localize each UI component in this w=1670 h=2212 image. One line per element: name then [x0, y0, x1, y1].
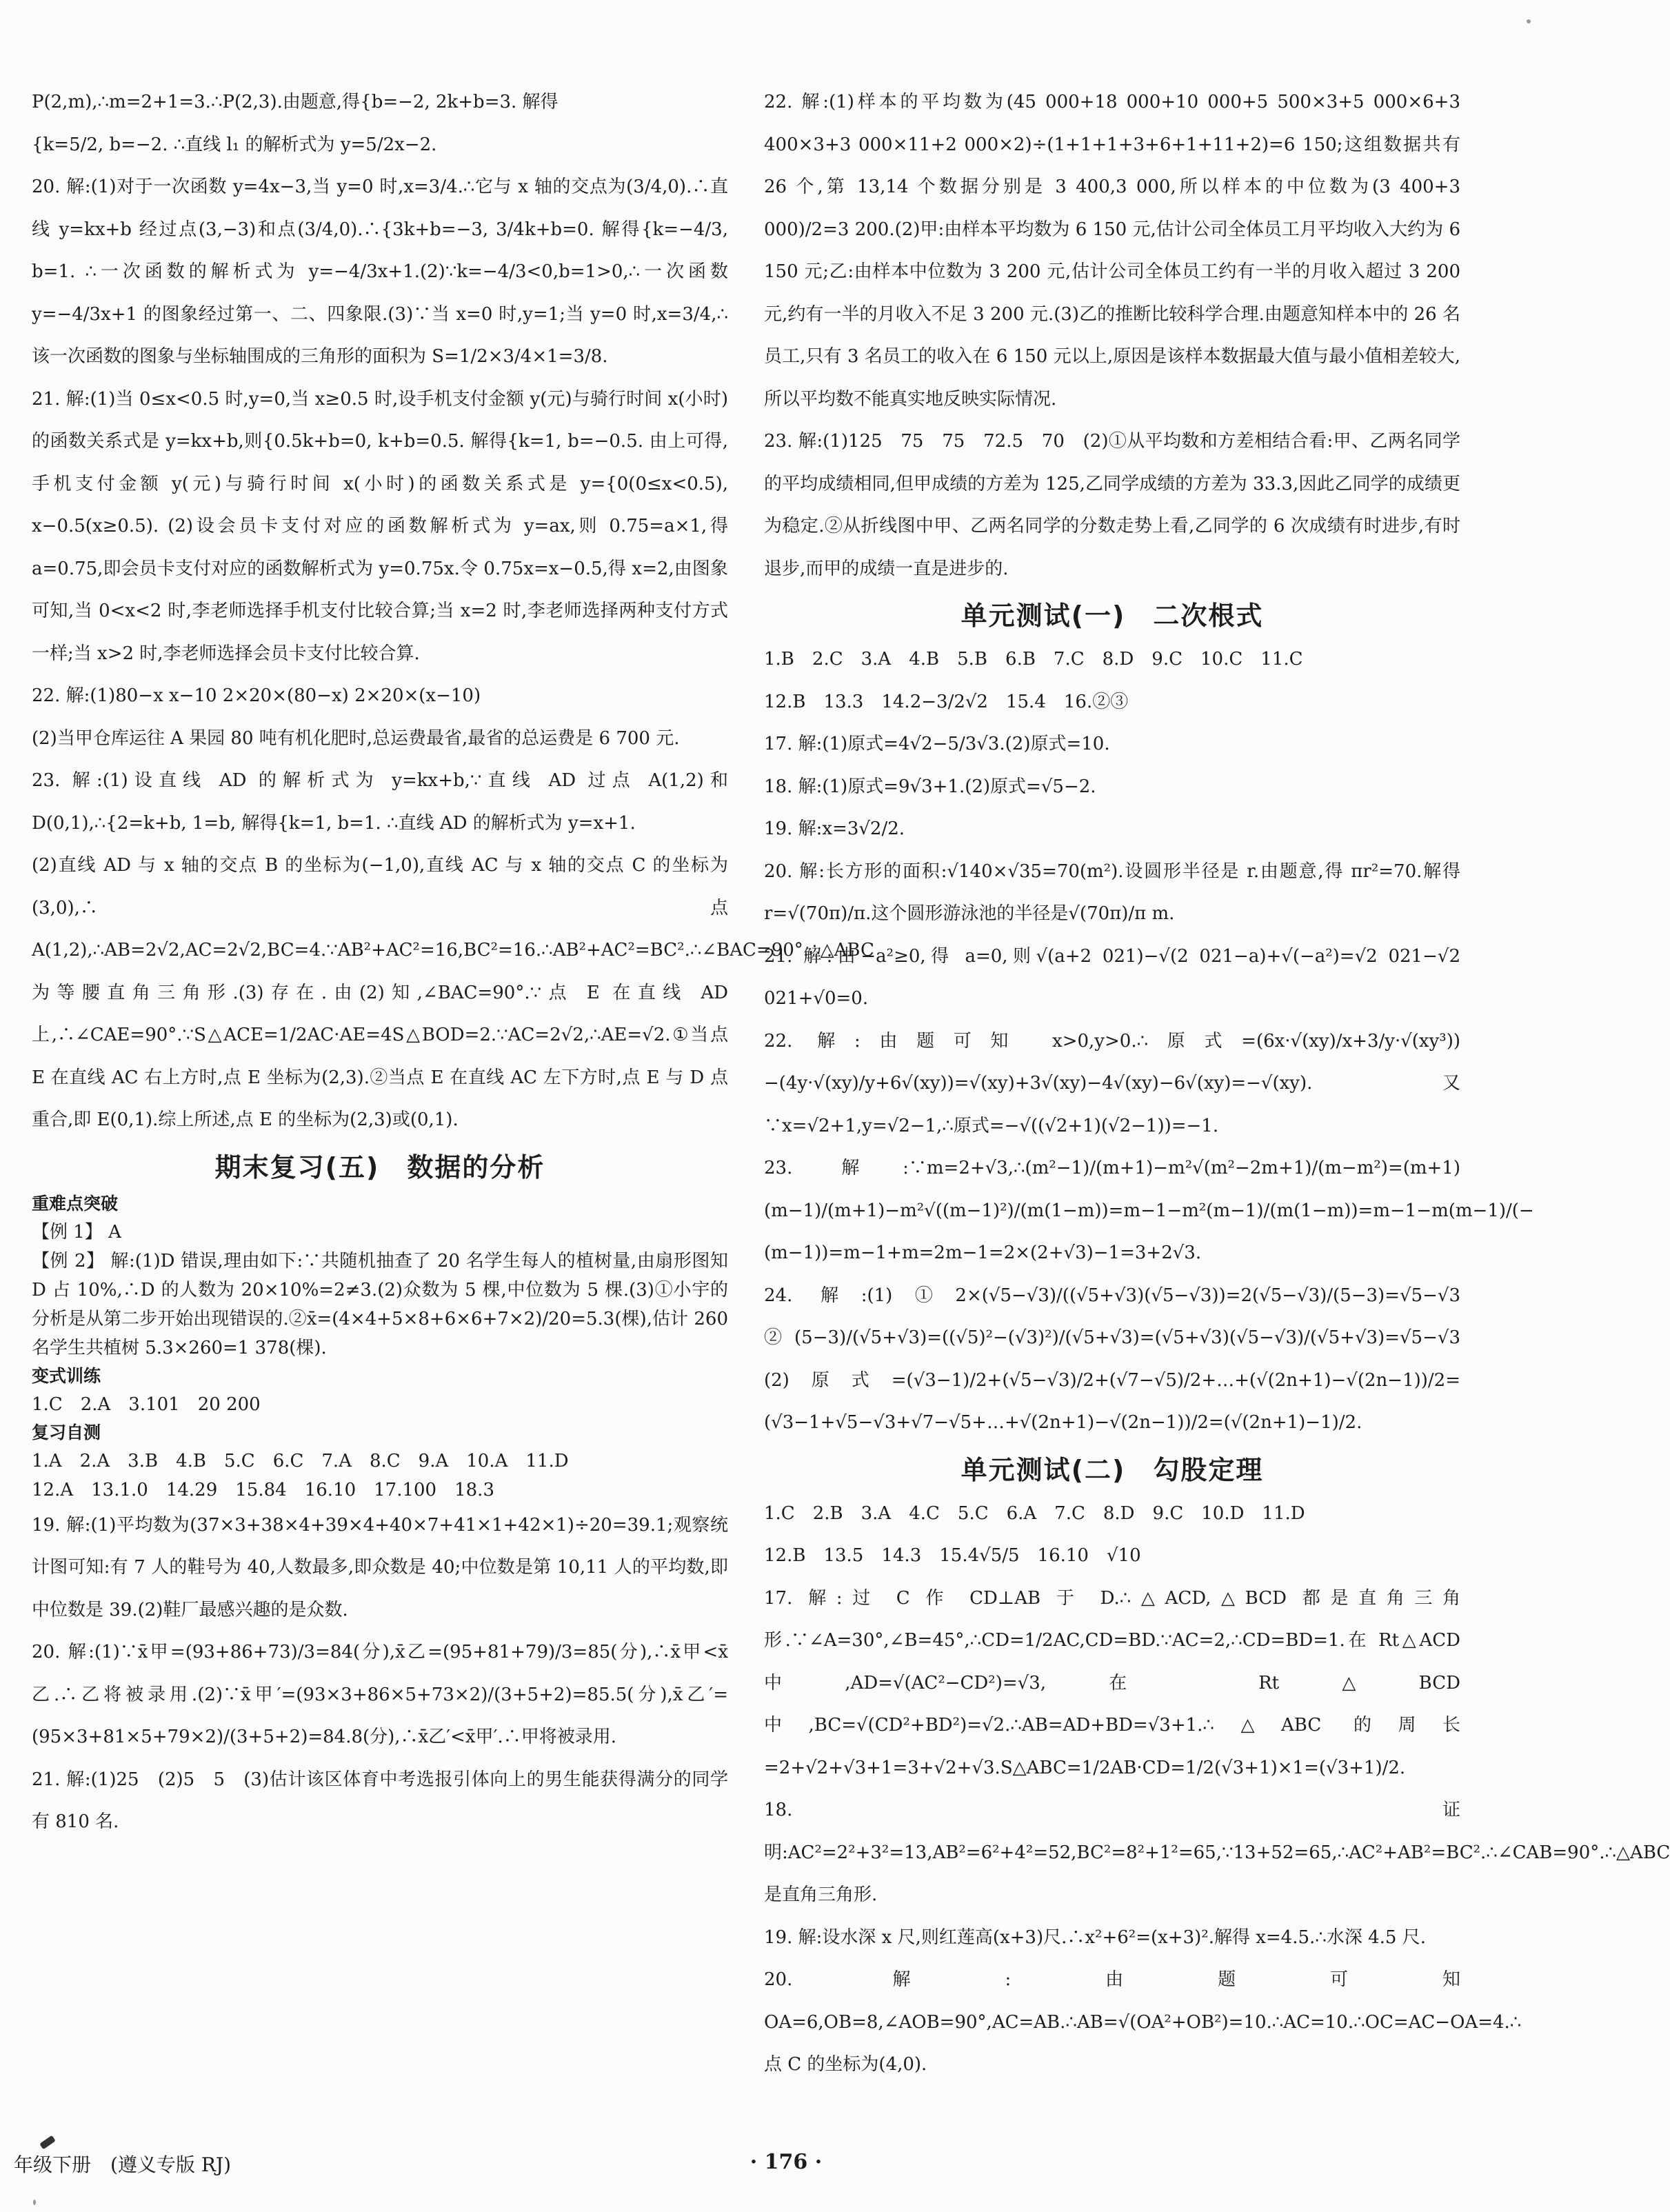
subsection-title: 复习自测: [32, 1422, 101, 1442]
answer-paragraph: 21. 解:(1)当 0≤x<0.5 时,y=0,当 x≥0.5 时,设手机支付金额 y(元)与骑行时间 x(小时)的函数关系式是 y=kx+b,则{0.5k+b=0, k+b=0.5. 解得{k=1, b=−0.5. 由上可得,手机支付金额 y(元)与骑行时间 x(小时)的函数关系式是 y={0(0≤x<0.5), x−0.5(x≥0.5). (2)设会员卡支付对应的函数解析式为 y=ax,则 0.75=a×1,得 a=0.75,即会员卡支付对应的函数解析式为 y=0.75x.令 0.75x=x−0.5,得 x=2,由图象可知,当 0<x<2 时,李老师选择手机支付比较合算;当 x=2 时,李老师选择两种支付方式一样;当 x>2 时,李老师选择会员卡支付比较合算.: [32, 388, 728, 664]
answer-paragraph: 19. 解:x=3√2/2.: [764, 818, 905, 839]
right-column: [764, 81, 1670, 2087]
section-title: 单元测试(一) 二次根式: [960, 601, 1264, 631]
subsection-title: 变式训练: [32, 1365, 101, 1386]
answer-paragraph: 1.C 2.B 3.A 4.C 5.C 6.A 7.C 8.D 9.C 10.D 11.D: [764, 1502, 1305, 1524]
answer-paragraph: 12.B 13.3 14.2−3/2√2 15.4 16.②③: [764, 691, 1129, 712]
answer-paragraph: 1.A 2.A 3.B 4.B 5.C 6.C 7.A 8.C 9.A 10.A 11.D: [32, 1450, 569, 1471]
section-title: 单元测试(二) 勾股定理: [960, 1454, 1264, 1485]
scan-speck: [1527, 19, 1531, 23]
answer-paragraph: 17. 解:过 C 作 CD⊥AB 于 D.∴△ACD,△BCD 都是直角三角形.∵∠A=30°,∠B=45°,∴CD=1/2AC,CD=BD.∵AC=2,∴CD=BD=1.在 Rt△ACD 中,AD=√(AC²−CD²)=√3,在 Rt△BCD 中,BC=√(CD²+BD²)=√2.∴AB=AD+BD=√3+1.∴△ABC 的周长=2+√2+√3+1=3+√2+√3.S△ABC=1/2AB·CD=1/2(√3+1)×1=(√3+1)/2.: [764, 1587, 1460, 1778]
answer-paragraph: 17. 解:(1)原式=4√2−5/3√3.(2)原式=10.: [764, 734, 1110, 754]
section-title: 期末复习(五) 数据的分析: [214, 1152, 545, 1183]
subsection-title: 重难点突破: [32, 1193, 119, 1214]
answer-paragraph: 19. 解:(1)平均数为(37×3+38×4+39×4+40×7+41×1+42×1)÷20=39.1;观察统计图可知:有 7 人的鞋号为 40,人数最多,即众数是 40;中位数是第 10,11 人的平均数,即中位数是 39.(2)鞋厂最感兴趣的是众数.: [32, 1514, 728, 1620]
answer-paragraph: {k=5/2, b=−2. ∴直线 l₁ 的解析式为 y=5/2x−2.: [32, 134, 437, 155]
answer-paragraph: 23. 解:∵m=2+√3,∴(m²−1)/(m+1)−m²√(m²−2m+1)/(m−m²)=(m+1)(m−1)/(m+1)−m²√((m−1)²)/(m(1−m))=m−1−m²(m−1)/(m(1−m))=m−1−m(m−1)/(−(m−1))=m−1+m=2m−1=2×(2+√3)−1=3+2√3.: [764, 1158, 1534, 1263]
page-number: · 176 ·: [750, 2150, 823, 2174]
footer-grade: 年级下册 (遵义专版 RJ): [14, 2153, 232, 2176]
answer-paragraph: 19. 解:设水深 x 尺,则红莲高(x+3)尺.∴x²+6²=(x+3)².解得 x=4.5.∴水深 4.5 尺.: [764, 1927, 1426, 1948]
answer-paragraph: 12.A 13.1.0 14.29 15.84 16.10 17.100 18.3: [32, 1479, 494, 1500]
answer-paragraph: 1.C 2.A 3.101 20 200: [32, 1394, 261, 1415]
answer-paragraph: 23. 解:(1)设直线 AD 的解析式为 y=kx+b,∵直线 AD 过点 A(1,2)和 D(0,1),∴{2=k+b, 1=b, 解得{k=1, b=1. ∴直线 AD 的解析式为 y=x+1.: [32, 770, 728, 834]
scan-speck: [33, 2200, 36, 2205]
answer-paragraph: 22. 解:(1)80−x x−10 2×20×(80−x) 2×20×(x−10): [32, 685, 481, 706]
answer-paragraph: 24. 解:(1)①2×(√5−√3)/((√5+√3)(√5−√3))=2(√5−√3)/(5−3)=√5−√3 ②(5−3)/(√5+√3)=((√5)²−(√3)²)/(√5+√3)=(√5+√3)(√5−√3)/(√5+√3)=√5−√3 (2)原式=(√3−1)/2+(√5−√3)/2+(√7−√5)/2+…+(√(2n+1)−√(2n−1))/2=(√3−1+√5−√3+√7−√5+…+√(2n+1)−√(2n−1))/2=(√(2n+1)−1)/2.: [764, 1285, 1479, 1433]
answer-paragraph: 12.B 13.5 14.3 15.4√5/5 16.10 √10: [764, 1545, 1141, 1566]
answer-paragraph: 18. 解:(1)原式=9√3+1.(2)原式=√5−2.: [764, 776, 1096, 797]
answer-paragraph: 23. 解:(1)125 75 75 72.5 70 (2)①从平均数和方差相结合看:甲、乙两名同学的平均成绩相同,但甲成绩的方差为 125,乙同学成绩的方差为 33.3,因此乙同学的成绩更为稳定.②从折线图中甲、乙两名同学的分数走势上看,乙同学的 6 次成绩有时进步,有时退步,而甲的成绩一直是进步的.: [764, 431, 1460, 579]
answer-paragraph: 21. 解:(1)25 (2)5 5 (3)估计该区体育中考选报引体向上的男生能获得满分的同学有 810 名.: [32, 1769, 728, 1832]
answer-paragraph: 20. 解:由题可知 OA=6,OB=8,∠AOB=90°,AC=AB.∴AB=√(OA²+OB²)=10.∴AC=10.∴OC=AC−OA=4.∴点 C 的坐标为(4,0).: [764, 1969, 1522, 2075]
answer-paragraph: 20. 解:(1)∵x̄甲=(93+86+73)/3=84(分),x̄乙=(95+81+79)/3=85(分),∴x̄甲<x̄乙.∴乙将被录用.(2)∵x̄甲′=(93×3+86×5+73×2)/(3+5+2)=85.5(分),x̄乙′=(95×3+81×5+79×2)/(3+5+2)=84.8(分),∴x̄乙′<x̄甲′.∴甲将被录用.: [32, 1642, 728, 1747]
answer-paragraph: 1.B 2.C 3.A 4.B 5.B 6.B 7.C 8.D 9.C 10.C 11.C: [764, 649, 1303, 670]
answer-paragraph: P(2,m),∴m=2+1=3.∴P(2,3).由题意,得{b=−2, 2k+b=3. 解得: [32, 92, 559, 112]
answer-paragraph: 22. 解:(1)样本的平均数为(45 000+18 000+10 000+5 500×3+5 000×6+3 400×3+3 000×11+2 000×2)÷(1+1+1+3+6+1+11+2)=6 150;这组数据共有 26 个,第 13,14 个数据分别是 3 400,3 000,所以样本的中位数为(3 400+3 000)/2=3 200.(2)甲:由样本平均数为 6 150 元,估计公司全体员工月平均收入大约为 6 150 元;乙:由样本中位数为 3 200 元,估计公司全体员工约有一半的月收入超过 3 200 元,约有一半的月收入不足 3 200 元.(3)乙的推断比较科学合理.由题意知样本中的 26 名员工,只有 3 名员工的收入在 6 150 元以上,原因是该样本数据最大值与最小值相差较大,所以平均数不能真实地反映实际情况.: [764, 92, 1460, 410]
answer-paragraph: 20. 解:(1)对于一次函数 y=4x−3,当 y=0 时,x=3/4.∴它与 x 轴的交点为(3/4,0).∴直线 y=kx+b 经过点(3,−3)和点(3/4,0).∴{3k+b=−3, 3/4k+b=0. 解得{k=−4/3, b=1. ∴一次函数的解析式为 y=−4/3x+1.(2)∵k=−4/3<0,b=1>0,∴一次函数 y=−4/3x+1 的图象经过第一、二、四象限.(3)∵当 x=0 时,y=1;当 y=0 时,x=3/4,∴该一次函数的图象与坐标轴围成的三角形的面积为 S=1/2×3/4×1=3/8.: [32, 177, 728, 367]
answer-paragraph: 20. 解:长方形的面积:√140×√35=70(m²).设圆形半径是 r.由题意,得 πr²=70.解得 r=√(70π)/π.这个圆形游泳池的半径是√(70π)/π m.: [764, 861, 1460, 924]
answer-paragraph: 22. 解:由题可知 x>0,y>0.∴原式=(6x·√(xy)/x+3/y·√(xy³))−(4y·√(xy)/y+6√(xy))=√(xy)+3√(xy)−4√(xy)−6√(xy)=−√(xy).又∵x=√2+1,y=√2−1,∴原式=−√((√2+1)(√2−1))=−1.: [764, 1030, 1460, 1136]
answer-paragraph: 21. 解:由−a²≥0,得 a=0,则√(a+2 021)−√(2 021−a)+√(−a²)=√2 021−√2 021+√0=0.: [764, 945, 1460, 1009]
pen-mark: [39, 2135, 56, 2150]
answer-paragraph: (2)直线 AD 与 x 轴的交点 B 的坐标为(−1,0),直线 AC 与 x 轴的交点 C 的坐标为(3,0),∴点 A(1,2),∴AB=2√2,AC=2√2,BC=4.∵AB²+AC²=16,BC²=16.∴AB²+AC²=BC².∴∠BAC=90°.∴△ABC为等腰直角三角形.(3)存在.由(2)知,∠BAC=90°.∵点 E 在直线 AD 上,∴∠CAE=90°.∵S△ACE=1/2AC·AE=4S△BOD=2.∵AC=2√2,∴AE=√2.①当点 E 在直线 AC 右上方时,点 E 坐标为(2,3).②当点 E 在直线 AC 左下方时,点 E 与 D 点重合,即 E(0,1).综上所述,点 E 的坐标为(2,3)或(0,1).: [32, 855, 874, 1130]
answer-paragraph: (2)当甲仓库运往 A 果园 80 吨有机化肥时,总运费最省,最省的总运费是 6 700 元.: [32, 727, 680, 749]
answer-paragraph: 【例 2】 解:(1)D 错误,理由如下:∵共随机抽查了 20 名学生每人的植树量,由扇形图知 D 占 10%,∴D 的人数为 20×10%=2≠3.(2)众数为 5 棵,中位数为 5 棵.(3)①小宇的分析是从第二步开始出现错误的.②x̄=(4×4+5×8+6×6+7×2)/20=5.3(棵),估计 260 名学生共植树 5.3×260=1 378(棵).: [32, 1250, 728, 1358]
answer-paragraph: 18. 证明:AC²=2²+3²=13,AB²=6²+4²=52,BC²=8²+1²=65,∵13+52=65,∴AC²+AB²=BC².∴∠CAB=90°.∴△ABC 是直角三角形.: [764, 1800, 1670, 1905]
answer-paragraph: 【例 1】 A: [32, 1221, 121, 1243]
